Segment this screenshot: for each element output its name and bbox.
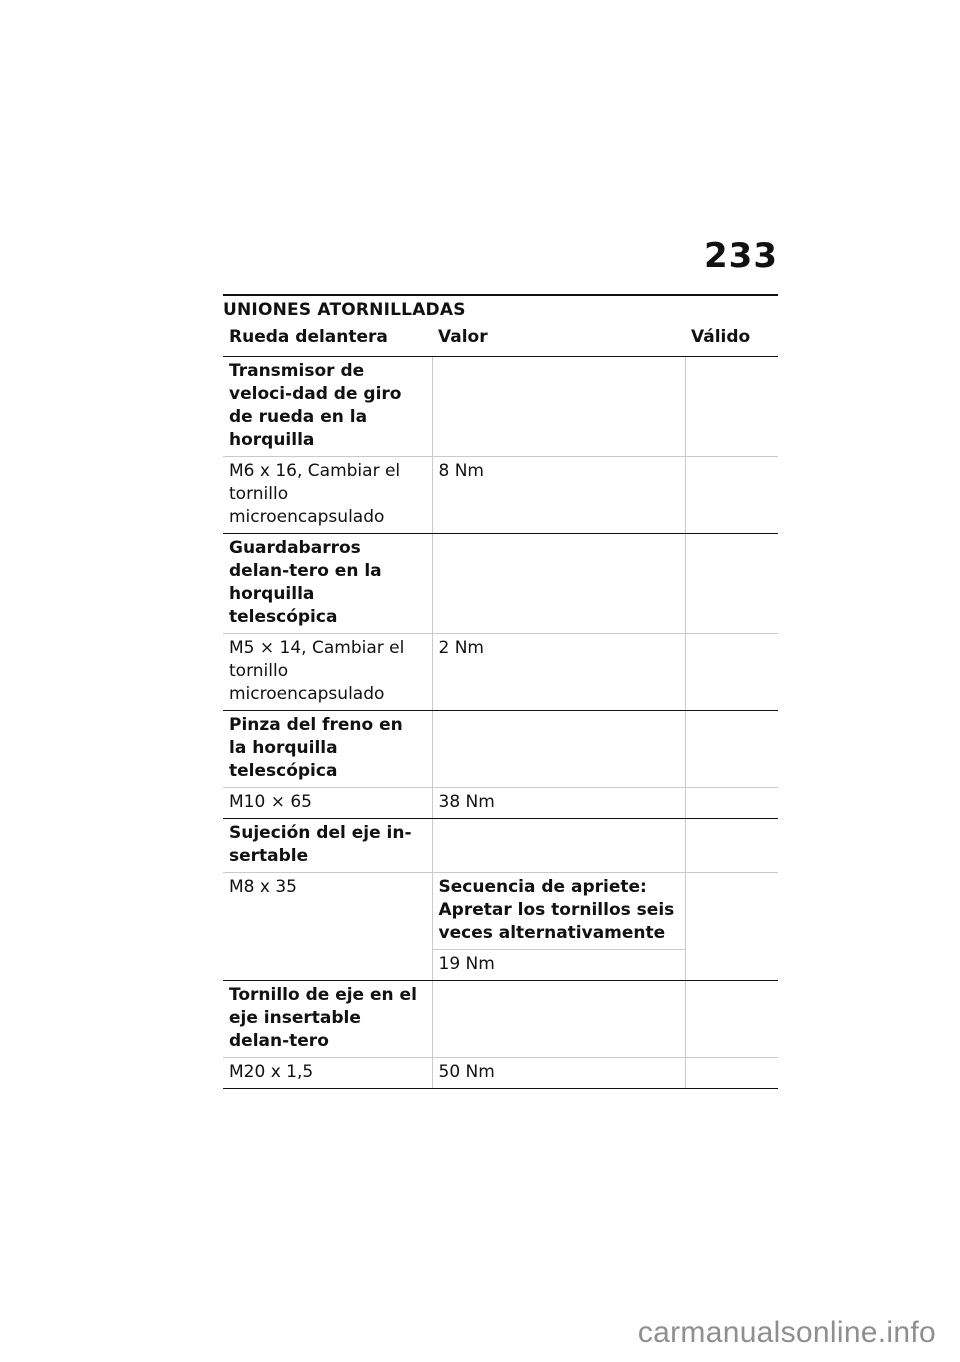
torque-value: 8 Nm xyxy=(432,457,685,534)
table-row xyxy=(223,634,778,711)
component-name: Sujeción del eje in-sertable xyxy=(223,819,432,873)
torque-value: 2 Nm xyxy=(432,634,685,711)
table-row xyxy=(223,873,778,950)
fastener-spec: M20 x 1,5 xyxy=(223,1058,432,1089)
torque-value: 38 Nm xyxy=(432,788,685,819)
section-rule xyxy=(223,294,778,296)
value-cell xyxy=(432,357,685,457)
fastener-spec: M6 x 16, Cambiar el tornillo microencapsulado xyxy=(223,457,432,534)
section-title: UNIONES ATORNILLADAS xyxy=(223,300,466,320)
valid-cell xyxy=(685,534,778,634)
valid-cell xyxy=(685,819,778,873)
tightening-sequence: Secuencia de apriete: Apretar los tornillos seis veces alternativamente xyxy=(432,873,685,950)
valid-cell xyxy=(685,457,778,534)
valid-cell xyxy=(685,1058,778,1089)
table-row xyxy=(223,1058,778,1089)
component-name: Tornillo de eje en el eje insertable delan-tero xyxy=(223,981,432,1058)
torque-table xyxy=(223,324,778,1089)
table-row xyxy=(223,981,778,1058)
valid-cell xyxy=(685,711,778,788)
table-row xyxy=(223,534,778,634)
watermark: carmanualsonline.info xyxy=(637,1316,936,1349)
value-cell xyxy=(432,711,685,788)
table-row xyxy=(223,711,778,788)
component-name: Transmisor de veloci-dad de giro de rueda en la horquilla xyxy=(223,357,432,457)
valid-cell xyxy=(685,357,778,457)
valid-cell xyxy=(685,981,778,1058)
fastener-spec: M5 × 14, Cambiar el tornillo microencapsulado xyxy=(223,634,432,711)
component-name: Guardabarros delan-tero en la horquilla telescópica xyxy=(223,534,432,634)
torque-value: 19 Nm xyxy=(432,950,685,981)
valid-cell xyxy=(685,788,778,819)
page-number: 233 xyxy=(704,236,778,276)
value-cell xyxy=(432,981,685,1058)
table-row xyxy=(223,457,778,534)
table-row xyxy=(223,357,778,457)
table-row xyxy=(223,819,778,873)
table-header-row xyxy=(223,324,778,357)
fastener-spec: M10 × 65 xyxy=(223,788,432,819)
torque-value: 50 Nm xyxy=(432,1058,685,1089)
fastener-spec: M8 x 35 xyxy=(223,873,432,981)
header-front-wheel: Rueda delantera xyxy=(229,327,388,347)
header-valid: Válido xyxy=(691,327,751,347)
valid-cell xyxy=(685,873,778,981)
component-name: Pinza del freno en la horquilla telescópica xyxy=(223,711,432,788)
valid-cell xyxy=(685,634,778,711)
value-cell xyxy=(432,534,685,634)
table-row xyxy=(223,788,778,819)
value-cell xyxy=(432,819,685,873)
header-value: Valor xyxy=(438,327,488,347)
